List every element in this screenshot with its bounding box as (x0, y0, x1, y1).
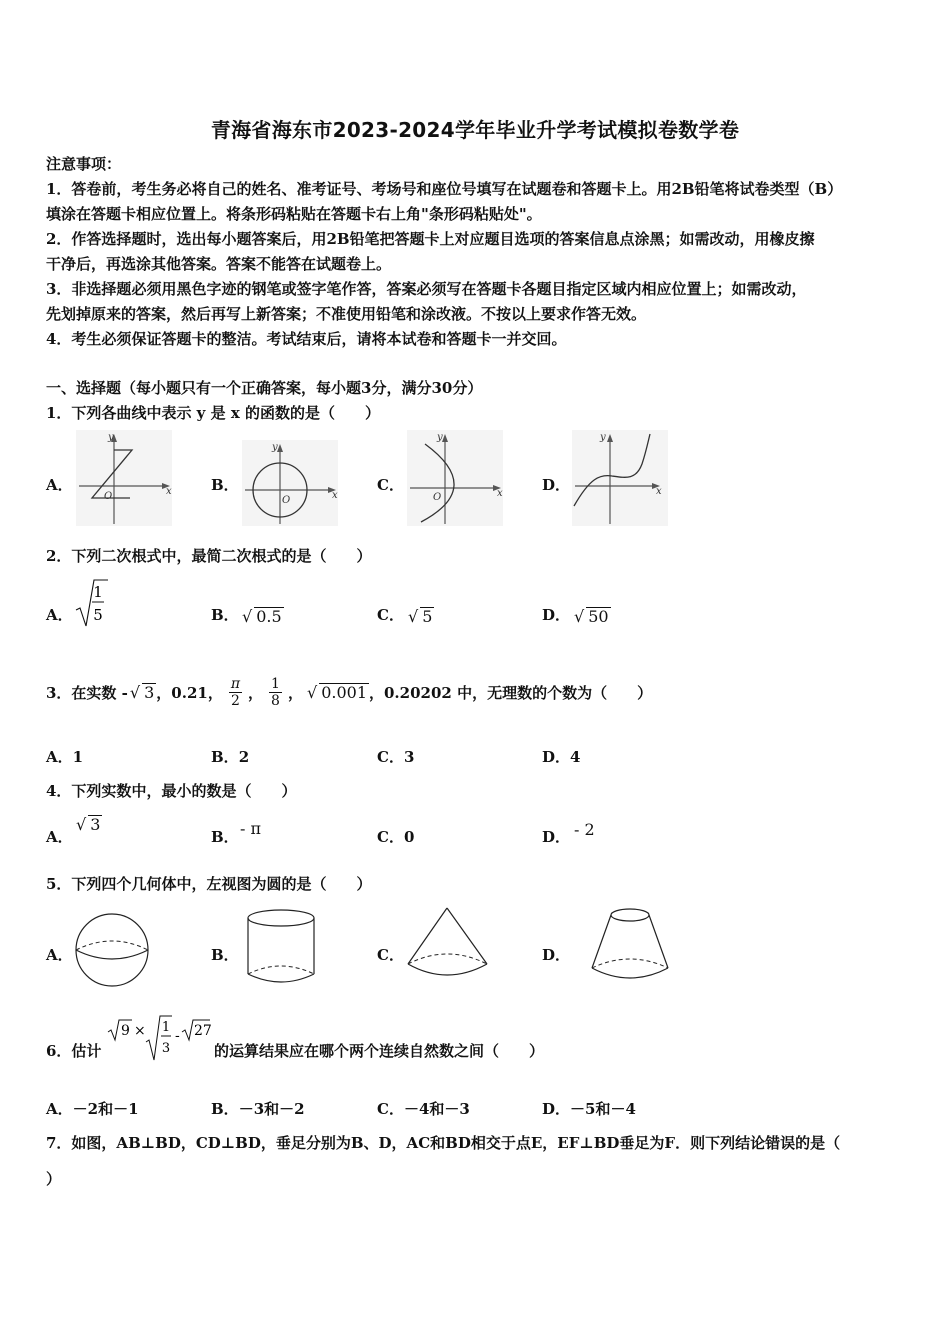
origin-label: O (282, 495, 291, 506)
q5-option-d-label: D． (542, 946, 571, 964)
q2-option-d-math: √ 50 (574, 607, 609, 626)
q2-option-b-math: √ 0.5 (242, 607, 282, 626)
q4-option-a-math: √ 3 (76, 815, 101, 834)
q4-option-d-math: - 2 (574, 820, 595, 839)
svg-text:27: 27 (194, 1023, 212, 1039)
q6-expression (106, 1014, 210, 1064)
question-5-stem: 5．下列四个几何体中，左视图为圆的是（ ） (46, 875, 372, 893)
axis-x-label: x (656, 486, 662, 497)
axis-x-label: x (166, 486, 172, 497)
q3-option-c: C．3 (377, 748, 415, 766)
q3-option-a: A．1 (46, 748, 84, 766)
q2-option-a-math (74, 578, 108, 630)
axis-y-label: y (272, 442, 278, 453)
q1-option-c-label: C． (377, 476, 404, 494)
svg-text:5: 5 (93, 606, 103, 624)
origin-label: O (104, 491, 113, 502)
svg-text:9: 9 (121, 1023, 130, 1039)
axis-y-label: y (108, 432, 114, 443)
svg-text:×: × (134, 1023, 146, 1039)
q6-option-b: B．－3和－2 (211, 1100, 305, 1118)
q4-option-b-math: - π (240, 819, 262, 838)
question-2-stem: 2．下列二次根式中，最简二次根式的是（ ） (46, 547, 372, 565)
q1-option-a-label: A． (46, 476, 73, 494)
q4-option-d-label: D． (542, 828, 571, 846)
notice-line: 填涂在答题卡相应位置上。将条形码粘贴在答题卡右上角"条形码粘贴处"。 (46, 205, 542, 223)
cone-figure (405, 904, 491, 984)
q6-option-a: A．－2和－1 (46, 1100, 139, 1118)
q2-option-b-label: B． (211, 606, 239, 624)
notice-line: 4．考生必须保证答题卡的整洁。考试结束后，请将本试卷和答题卡一并交回。 (46, 330, 567, 348)
q3-option-d: D．4 (542, 748, 581, 766)
question-4-stem: 4．下列实数中，最小的数是（ ） (46, 782, 297, 800)
question-6-prefix: 6．估计 (46, 1042, 102, 1060)
q5-option-c-label: C． (377, 946, 404, 964)
question-1-stem: 1．下列各曲线中表示 y 是 x 的函数的是（ ） (46, 404, 380, 422)
graph-b (240, 438, 340, 528)
axis-y-label: y (600, 432, 606, 443)
q2-option-d-label: D． (542, 606, 571, 624)
question-7-line-1: 7．如图，AB⊥BD，CD⊥BD，垂足分别为B、D，AC和BD相交于点E，EF⊥BD垂足为F．则下列结论错误的是（ (46, 1134, 841, 1152)
svg-text:-: - (175, 1028, 180, 1044)
q6-option-c: C．－4和－3 (377, 1100, 470, 1118)
sphere-figure (74, 910, 154, 990)
notice-line: 2．作答选择题时，选出每小题答案后，用2B铅笔把答题卡上对应题目选项的答案信息点涂黑；如需改动，用橡皮擦 (46, 230, 815, 248)
notice-line: 1．答卷前，考生务必将自己的姓名、准考证号、考场号和座位号填写在试题卷和答题卡上。用2B铅笔将试卷类型（B） (46, 180, 843, 198)
svg-text:3: 3 (161, 1041, 171, 1056)
graph-a (74, 428, 174, 528)
graph-d (570, 428, 670, 528)
graph-c (405, 428, 505, 528)
question-3-stem: 3．在实数 - √ 3 ，0.21， $\frac{\pi}{2}$ ， $\frac{1}{8}$ ， √ 0.001 ，0.20202 中，无理数的个数为（ ） (46, 675, 653, 709)
q5-option-a-label: A． (46, 946, 73, 964)
q4-option-c: C．0 (377, 828, 415, 846)
notice-line: 先划掉原来的答案，然后再写上新答案；不准使用铅笔和涂改液。不按以上要求作答无效。 (46, 305, 647, 323)
axis-y-label: y (437, 432, 443, 443)
q4-option-a-label: A． (46, 828, 73, 846)
origin-label: O (433, 492, 442, 503)
q1-option-d-label: D． (542, 476, 571, 494)
notice-line: 3．非选择题必须用黑色字迹的钢笔或签字笔作答，答案必须写在答题卡各题目指定区域内相应位置上；如需改动， (46, 280, 807, 298)
axis-x-label: x (332, 490, 338, 501)
q2-option-a-label: A． (46, 606, 73, 624)
notice-line: 干净后，再选涂其他答案。答案不能答在试题卷上。 (46, 255, 392, 273)
q5-option-b-label: B． (211, 946, 239, 964)
question-7-line-2: ） (46, 1170, 62, 1188)
q1-option-b-label: B． (211, 476, 239, 494)
axis-x-label: x (497, 488, 503, 499)
notice-heading: 注意事项： (46, 155, 122, 173)
frustum-figure (588, 906, 674, 986)
q2-option-c-math: √ 5 (408, 607, 433, 626)
page-title: 青海省海东市2023-2024学年毕业升学考试模拟卷数学卷 (210, 118, 740, 142)
q4-option-b-label: B． (211, 828, 239, 846)
q2-option-c-label: C． (377, 606, 404, 624)
svg-text:1: 1 (161, 1020, 171, 1035)
question-6-suffix: 的运算结果应在哪个两个连续自然数之间（ ） (214, 1042, 545, 1060)
q3-option-b: B．2 (211, 748, 250, 766)
cylinder-figure (245, 908, 321, 988)
svg-text:1: 1 (93, 583, 103, 601)
q6-option-d: D．－5和－4 (542, 1100, 636, 1118)
section-heading: 一、选择题（每小题只有一个正确答案，每小题3分，满分30分） (46, 379, 483, 397)
